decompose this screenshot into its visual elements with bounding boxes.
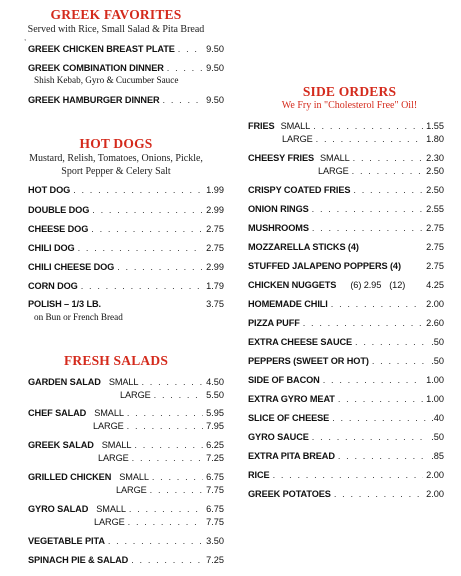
menu-item: CORN DOG . . . 1.79 [28,280,224,292]
menu-item: RICE . . . 2.00 [248,469,444,481]
hot-dogs-subtitle-1: Mustard, Relish, Tomatoes, Onions, Pickle, [29,153,203,164]
menu-item: HOMEMADE CHILI . . . 2.00 [248,298,444,310]
menu-item: CHILI DOG . . . 2.75 [28,242,224,254]
menu-item: CHEESE DOG . . . 2.75 [28,223,224,235]
menu-item: GYRO SAUCE . . . .50 [248,431,444,443]
hot-dogs-heading: HOT DOGS [79,136,153,151]
nuggets-row: CHICKEN NUGGETS (6) 2.95 (12) 4.25 [248,280,444,290]
salad-row: GARDEN SALAD SMALL . . . 4.50 [28,376,224,388]
salad-row-large: LARGE . . . 5.50 [120,389,224,401]
salad-row-large: LARGE . . . 7.95 [93,420,224,432]
menu-item: CHILI CHEESE DOG . . . 2.99 [28,261,224,273]
greek-favorites-subtitle: Served with Rice, Small Salad & Pita Bread [27,24,205,35]
combo-note: Shish Kebab, Gyro & Cucumber Sauce [34,75,179,85]
menu-item: GREEK CHICKEN BREAST PLATE . . . 9.50 [28,43,224,55]
side-row: FRIES SMALL . . . 1.55 [248,120,444,132]
menu-item: VEGETABLE PITA . . . 3.50 [28,535,224,547]
menu-item: MOZZARELLA STICKS (4) 2.75 [248,242,444,252]
greek-favorites-heading: GREEK FAVORITES [50,7,182,22]
side-row-large: LARGE . . . 2.50 [318,165,444,177]
salad-row-large: LARGE . . . 7.75 [116,484,224,496]
menu-item: GREEK POTATOES . . . 2.00 [248,488,444,500]
menu-item: DOUBLE DOG . . . 2.99 [28,204,224,216]
polish-note: on Bun or French Bread [34,312,123,322]
salad-row: GRILLED CHICKEN SMALL . . . 6.75 [28,471,224,483]
menu-item: EXTRA CHEESE SAUCE . . . .50 [248,336,444,348]
stray-mark: , [24,33,27,42]
menu-item: HOT DOG . . . 1.99 [28,184,224,196]
side-orders-heading: SIDE ORDERS [302,84,397,99]
menu-item: GREEK HAMBURGER DINNER . . . 9.50 [28,94,224,106]
side-row: CHEESY FRIES SMALL . . . 2.30 [248,152,444,164]
menu-item: SIDE OF BACON . . . 1.00 [248,374,444,386]
salad-row-large: LARGE . . . 7.75 [94,516,224,528]
menu-item: POLISH – 1/3 LB. 3.75 [28,299,224,309]
hot-dogs-subtitle-2: Sport Pepper & Celery Salt [61,166,171,177]
fresh-salads-heading: FRESH SALADS [63,353,169,368]
menu-item: EXTRA GYRO MEAT . . . 1.00 [248,393,444,405]
menu-item: CRISPY COATED FRIES . . . 2.50 [248,184,444,196]
salad-row: CHEF SALAD SMALL . . . 5.95 [28,407,224,419]
salad-row-large: LARGE . . . 7.25 [98,452,224,464]
menu-item: STUFFED JALAPENO POPPERS (4) 2.75 [248,261,444,271]
menu-item: SLICE OF CHEESE . . . .40 [248,412,444,424]
menu-item: EXTRA PITA BREAD . . . .85 [248,450,444,462]
menu-item: PIZZA PUFF . . . 2.60 [248,317,444,329]
salad-row: GYRO SALAD SMALL . . . 6.75 [28,503,224,515]
menu-item: PEPPERS (SWEET OR HOT) . . . .50 [248,355,444,367]
menu-item: ONION RINGS . . . 2.55 [248,203,444,215]
side-row-large: LARGE . . . 1.80 [282,133,444,145]
menu-item: GREEK COMBINATION DINNER . . . 9.50 [28,62,224,74]
menu-item: SPINACH PIE & SALAD . . . 7.25 [28,554,224,566]
side-orders-subtitle: We Fry in "Cholesterol Free" Oil! [281,100,418,111]
menu-item: MUSHROOMS . . . 2.75 [248,222,444,234]
salad-row: GREEK SALAD SMALL . . . 6.25 [28,439,224,451]
